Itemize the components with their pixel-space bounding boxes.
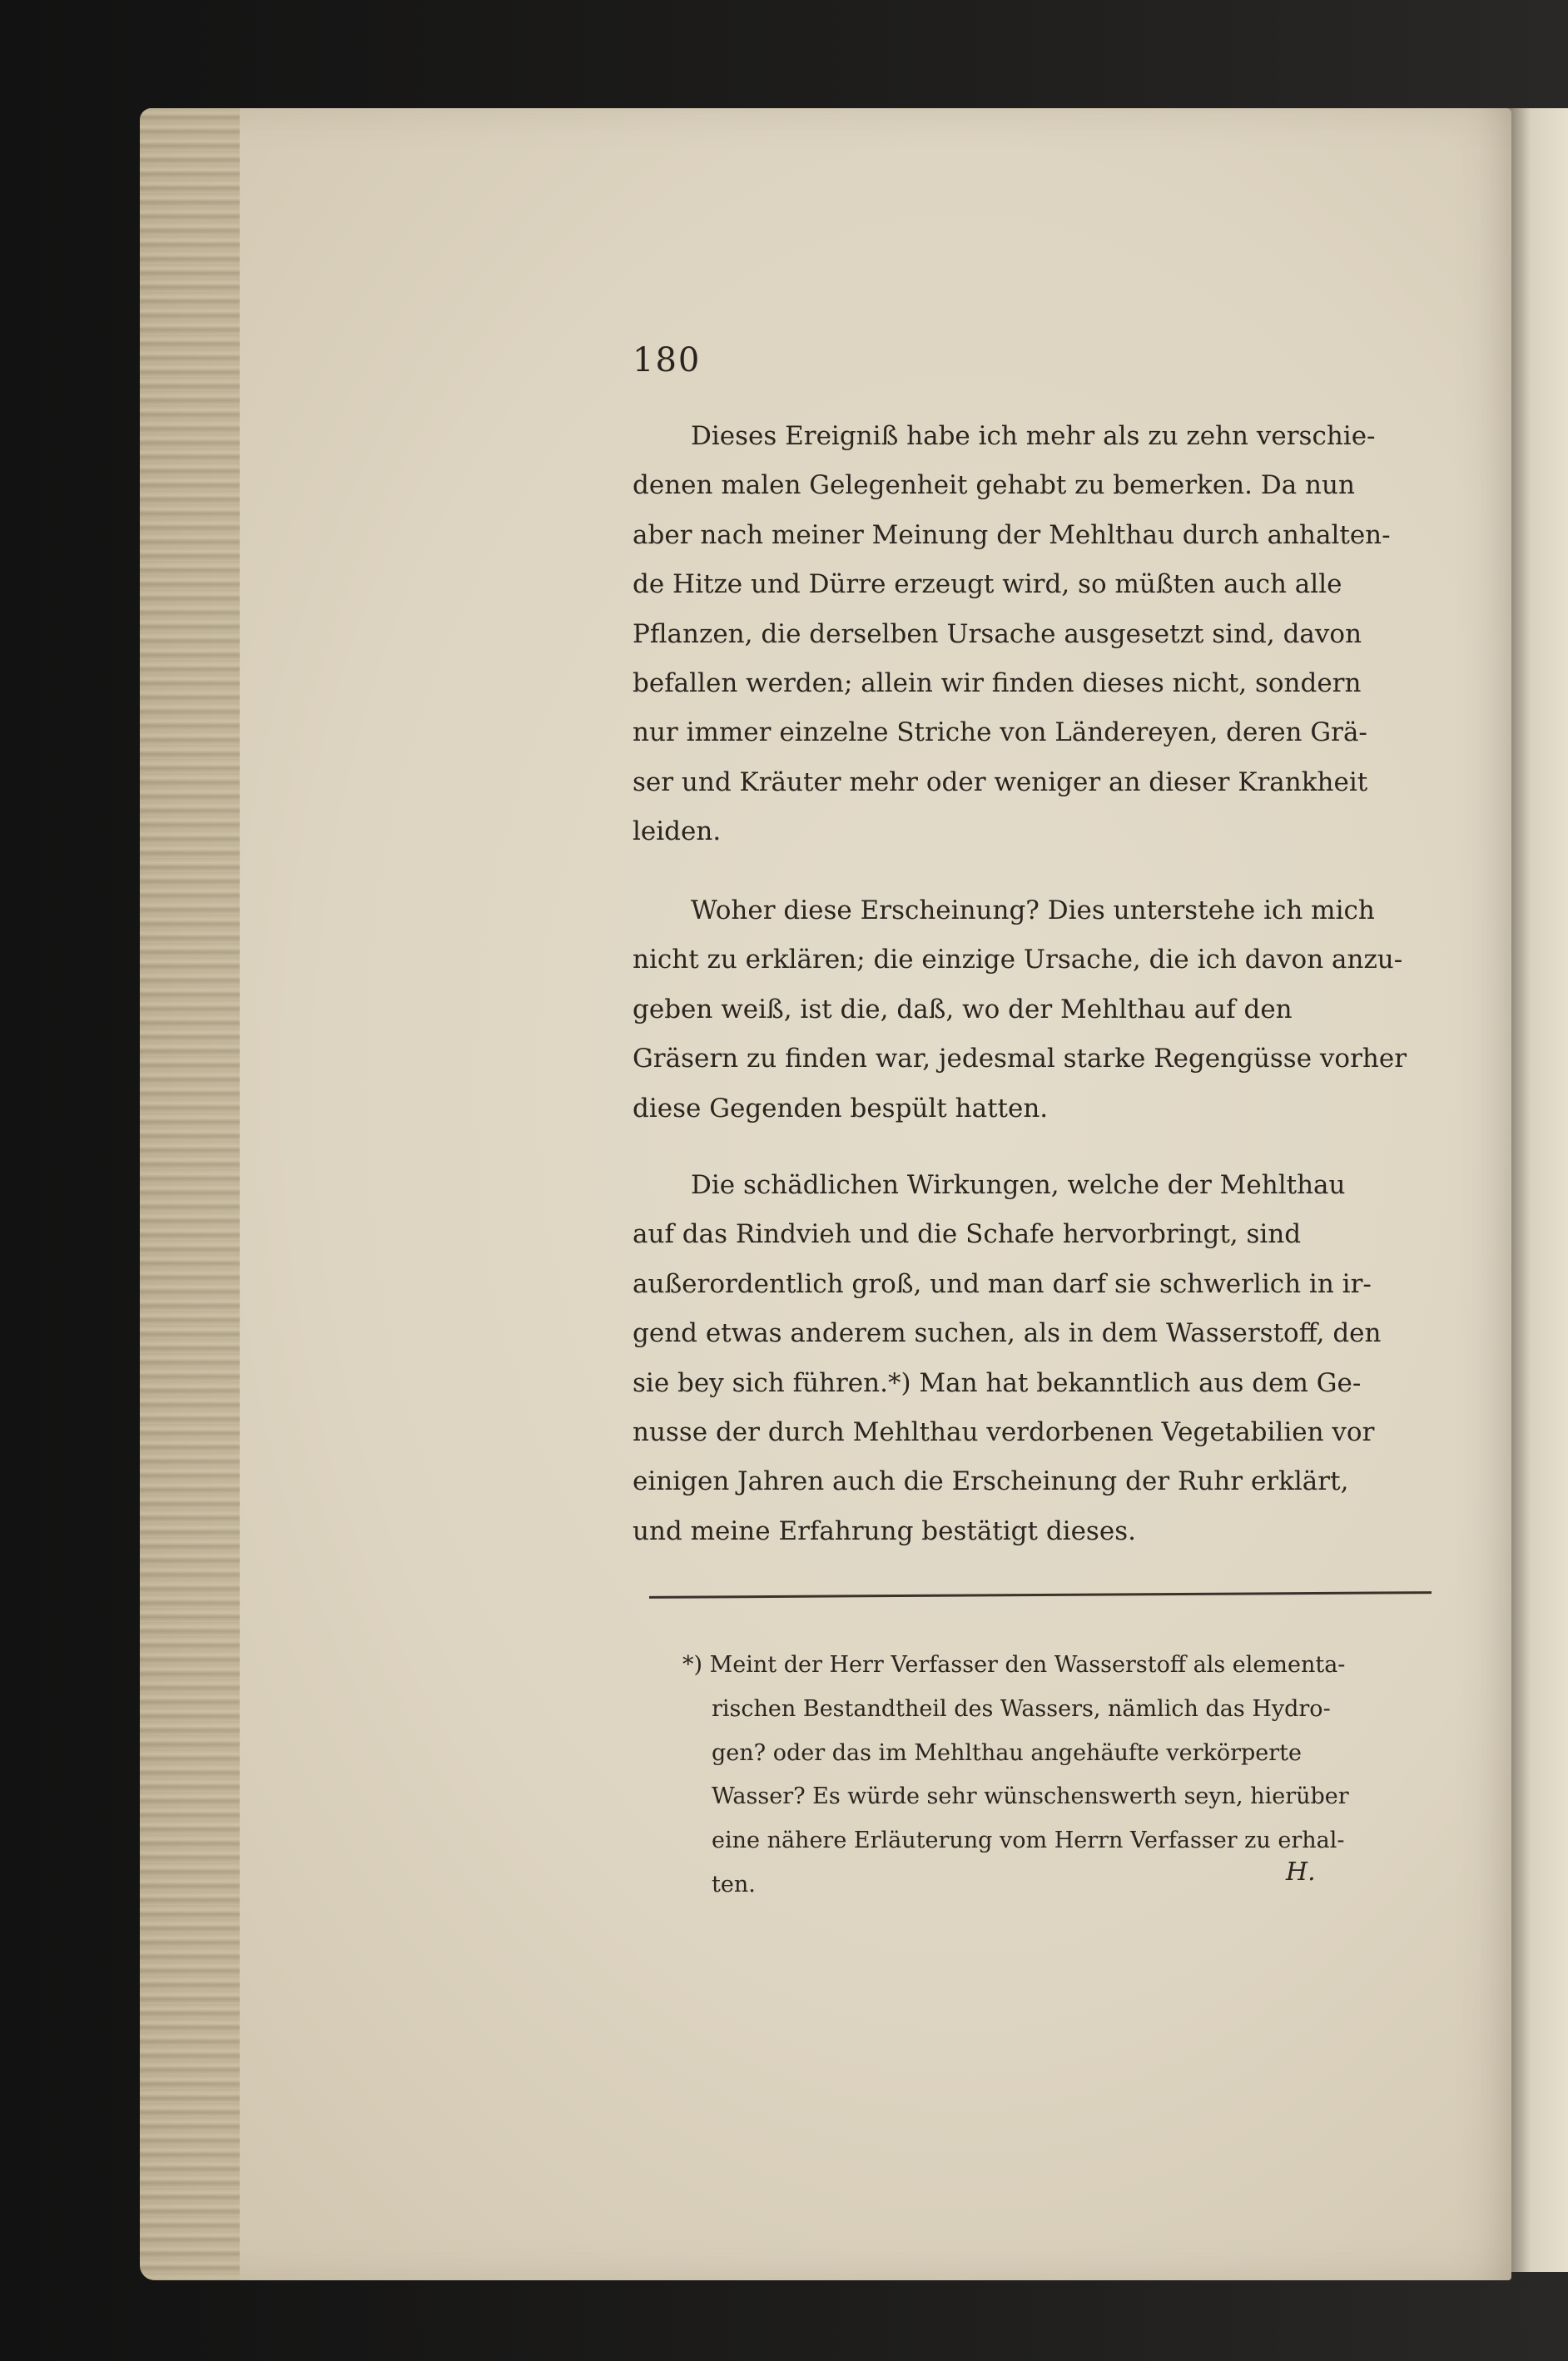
- worn-page-edge: [140, 108, 240, 2280]
- paragraph-2: [633, 886, 1407, 1133]
- text-line: Pflanzen, die derselben Ursache ausgesetzt sind, davon: [633, 618, 1362, 649]
- text-line: nur immer einzelne Striche von Ländereyen, deren Grä-: [633, 717, 1367, 748]
- footnote-line: Wasser? Es würde sehr wünschenswerth seyn, hierüber: [712, 1783, 1349, 1810]
- page-number: 180: [633, 341, 702, 379]
- footnote-line: eine nähere Erläuterung vom Herrn Verfasser zu erhal-: [712, 1828, 1345, 1854]
- paragraph-1: [633, 412, 1391, 857]
- text-line: leiden.: [633, 816, 722, 847]
- text-line: befallen werden; allein wir finden dieses nicht, sondern: [633, 668, 1362, 699]
- text-line: Woher diese Erscheinung? Dies unterstehe ich mich: [691, 895, 1375, 925]
- text-line: nusse der durch Mehlthau verdorbenen Vegetabilien vor: [633, 1417, 1375, 1448]
- footnote-line: rischen Bestandtheil des Wassers, nämlich das Hydro-: [712, 1695, 1331, 1722]
- text-line: denen malen Gelegenheit gehabt zu bemerken. Da nun: [633, 470, 1355, 501]
- footnote-line: gen? oder das im Mehlthau angehäufte verkörperte: [712, 1739, 1303, 1766]
- text-line: geben weiß, ist die, daß, wo der Mehlthau auf den: [633, 994, 1293, 1024]
- text-line: gend etwas anderem suchen, als in dem Wasserstoff, den: [633, 1318, 1382, 1349]
- text-line: außerordentlich groß, und man darf sie schwerlich in ir-: [633, 1268, 1372, 1299]
- footnote-signature: H.: [1286, 1858, 1316, 1887]
- text-line: Die schädlichen Wirkungen, welche der Mehlthau: [691, 1170, 1346, 1200]
- text-line: sie bey sich führen.*) Man hat bekanntlich aus dem Ge-: [633, 1367, 1362, 1398]
- text-line: auf das Rindvieh und die Schafe hervorbringt, sind: [633, 1219, 1302, 1250]
- text-line: und meine Erfahrung bestätigt dieses.: [633, 1515, 1136, 1546]
- footnote-line: ten.: [712, 1871, 756, 1897]
- paragraph-3: [633, 1161, 1381, 1556]
- text-line: aber nach meiner Meinung der Mehlthau durch anhalten-: [633, 519, 1391, 550]
- text-line: ser und Kräuter mehr oder weniger an dieser Krankheit: [633, 766, 1368, 797]
- text-line: Gräsern zu finden war, jedesmal starke Regengüsse vorher: [633, 1044, 1407, 1074]
- text-line: Dieses Ereigniß habe ich mehr als zu zehn verschie-: [691, 421, 1376, 451]
- text-line: nicht zu erklären; die einzige Ursache, die ich davon anzu-: [633, 945, 1403, 975]
- text-line: diese Gegenden bespült hatten.: [633, 1093, 1049, 1123]
- footnote: [682, 1644, 1349, 1907]
- footnote-line: *) Meint der Herr Verfasser den Wasserstoff als elementa-: [682, 1652, 1346, 1678]
- text-line: de Hitze und Dürre erzeugt wird, so müßten auch alle: [633, 569, 1342, 600]
- text-line: einigen Jahren auch die Erscheinung der Ruhr erklärt,: [633, 1466, 1349, 1497]
- facing-page-edge: [1506, 108, 1568, 2272]
